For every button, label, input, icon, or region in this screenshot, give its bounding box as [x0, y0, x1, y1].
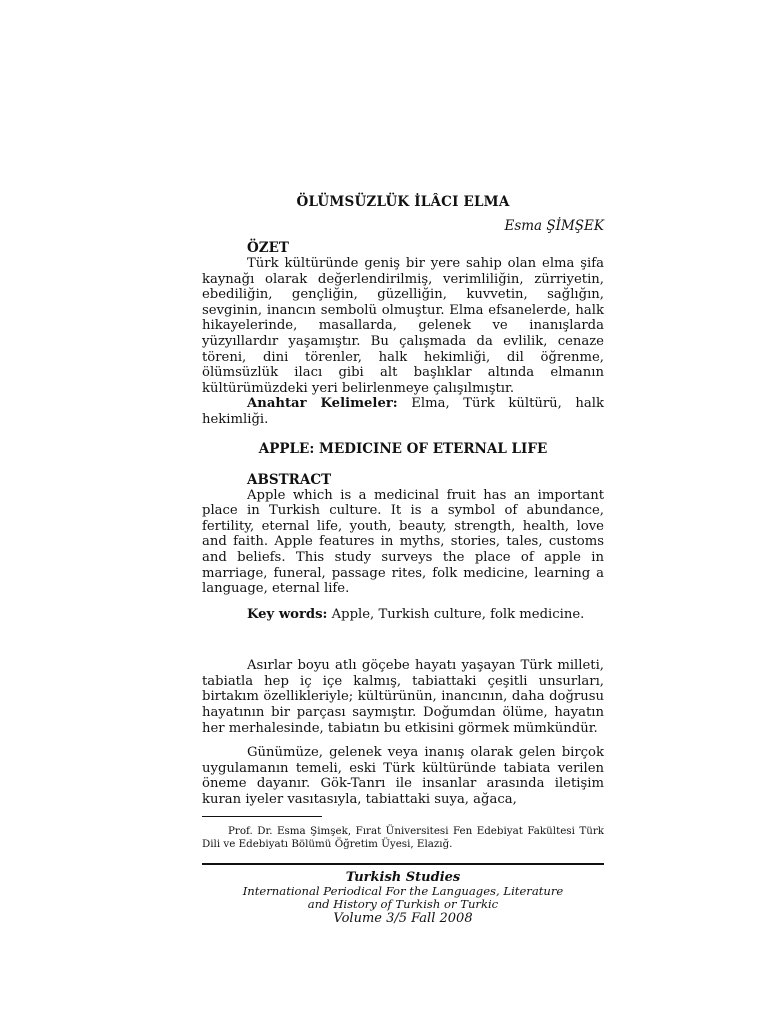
ozet-keywords: [202, 396, 604, 427]
footer-rule: [202, 863, 604, 865]
author-name: Esma ŞİMŞEK: [504, 218, 604, 234]
ozet-body: Türk kültüründe geniş bir yere sahip olan elma şifa kaynağı olarak değerlendirilmiş, verimliliğin, zürriyetin, ebediliğin, gençliğin, güzelliğin, kuvvetin, sağlığın, sevginin, inancın sembolü olmuştur. Elma efsanelerde, halk hikayelerinde, masallarda, gelenek ve inanışlarda yüzyıllardır yaşamıştır. Bu çalışmada da evlilik, cenaze töreni, dini törenler, halk hekimliği, dil öğrenme, ölümsüzlük ilacı gibi alt başlıklar altında elmanın kültürümüzdeki yeri belirlenmeye çalışılmıştır.: [202, 256, 604, 396]
journal-volume: Volume 3/5 Fall 2008: [333, 910, 473, 926]
body-paragraph: Günümüze, gelenek veya inanış olarak gelen birçok uygulamanın temeli, eski Türk kültüründe tabiata verilen öneme dayanır. Gök-Tanrı ile insanlar arasında iletişim kuran iyeler vasıtasıyla, tabiattaki suya, ağaca,: [202, 745, 604, 808]
article-title: ÖLÜMSÜZLÜK İLÂCI ELMA: [296, 194, 510, 210]
abstract-keywords: [202, 607, 604, 623]
abstract-keywords-label: Key words:: [247, 606, 328, 622]
ozet-heading: ÖZET: [247, 240, 289, 256]
english-title: APPLE: MEDICINE OF ETERNAL LIFE: [258, 440, 548, 457]
journal-name: Turkish Studies: [345, 869, 461, 885]
journal-description-line-1: International Periodical For the Languages, Literature: [242, 883, 564, 898]
footnote: Prof. Dr. Esma Şimşek, Fırat Üniversitesi Fen Edebiyat Fakültesi Türk Dili ve Edebiyatı Bölümü Öğretim Üyesi, Elazığ.: [202, 824, 604, 850]
body-paragraph: Asırlar boyu atlı göçebe hayatı yaşayan Türk milleti, tabiatla hep iç içe kalmış, tabiattaki çeşitli unsurları, birtakım özellikleriyle; kültürünün, inancının, daha doğrusu hayatının bir parçası saymıştır. Doğumdan ölüme, hayatın her merhalesinde, tabiatın bu etkisini görmek mümkündür.: [202, 658, 604, 736]
abstract-keywords-text: Apple, Turkish culture, folk medicine.: [327, 606, 585, 622]
journal-footer: [202, 870, 604, 926]
abstract-heading: ABSTRACT: [247, 471, 332, 488]
ozet-keywords-label: Anahtar Kelimeler:: [247, 396, 398, 412]
article-page: [202, 194, 604, 925]
ozet-keywords-text: Elma, Türk kültürü, halk hekimliği.: [202, 396, 604, 427]
footnote-rule: [202, 816, 322, 817]
abstract-body: Apple which is a medicinal fruit has an important place in Turkish culture. It is a symbol of abundance, fertility, eternal life, youth, beauty, strength, health, love and faith. Apple features in myths, stories, tales, customs and beliefs. This study surveys the place of apple in marriage, funeral, passage rites, folk medicine, learning a language, eternal life.: [202, 487, 604, 597]
journal-description-line-2: and History of Turkish or Turkic: [307, 897, 499, 912]
